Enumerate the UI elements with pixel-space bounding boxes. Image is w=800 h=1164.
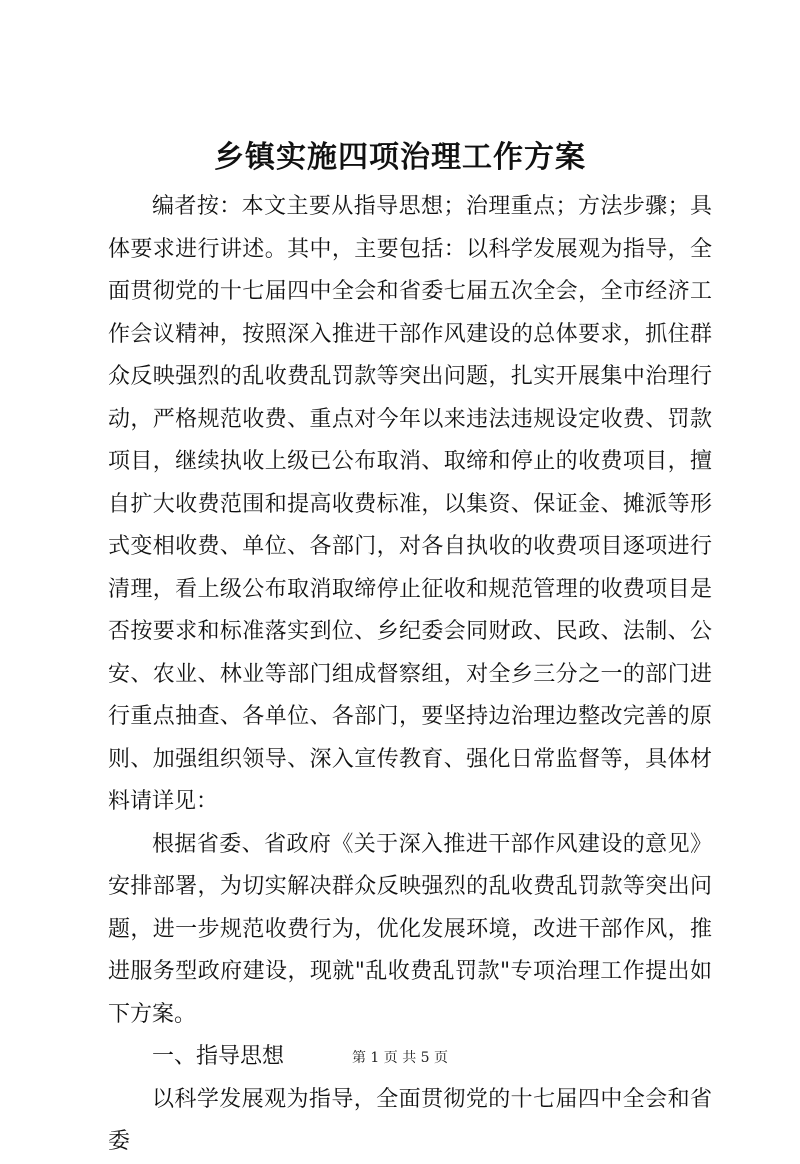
editor-note-paragraph: 编者按：本文主要从指导思想；治理重点；方法步骤；具体要求进行讲述。其中，主要包括：以科学发展观为指导，全面贯彻党的十七届四中全会和省委七届五次全会，全市经济工作会议精神，按照深入推进干部作风建设的总体要求，抓住群众反映强烈的乱收费乱罚款等突出问题，扎实开展集中治理行动，严格规范收费、重点对今年以来违法违规设定收费、罚款项目，继续执收上级已公布取消、取缔和停止的收费项目，擅自扩大收费范围和提高收费标准，以集资、保证金、摊派等形式变相收费、单位、各部门，对各自执收的收费项目逐项进行清理，看上级公布取消取缔停止征收和规范管理的收费项目是否按要求和标准落实到位、乡纪委会同财政、民政、法制、公安、农业、林业等部门组成督察组，对全乡三分之一的部门进行重点抽查、各单位、各部门，要坚持边治理边整改完善的原则、加强组织领导、深入宣传教育、强化日常监督等，具体材料请详见：	[108, 194, 712, 814]
section-heading: 一、指导思想	[152, 1044, 285, 1069]
page-footer: 第 1 页 共 5 页	[351, 1050, 449, 1066]
document-body	[108, 186, 712, 1164]
section-paragraph: 以科学发展观为指导，全面贯彻党的十七届四中全会和省委	[108, 1086, 712, 1154]
intro-paragraph: 根据省委、省政府《关于深入推进干部作风建设的意见》安排部署，为切实解决群众反映强烈的乱收费乱罚款等突出问题，进一步规范收费行为，优化发展环境，改进干部作风，推进服务型政府建设，现就"乱收费乱罚款"专项治理工作提出如下方案。	[108, 831, 712, 1027]
document-title: 乡镇实施四项治理工作方案	[214, 140, 586, 175]
